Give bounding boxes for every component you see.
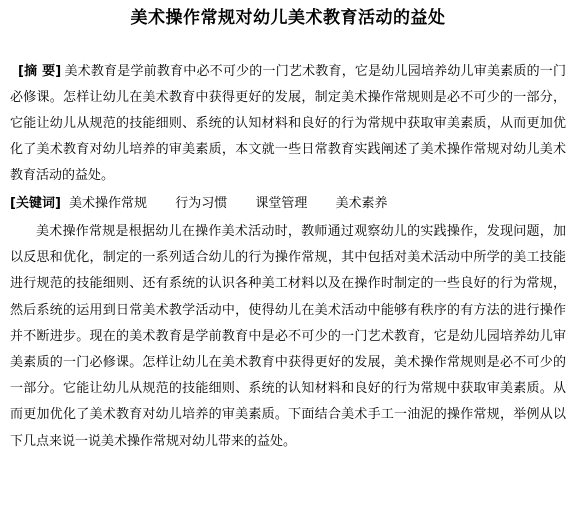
abstract-label: [摘 要] [18, 64, 62, 79]
abstract-section [10, 59, 566, 189]
document-title: 美术操作常规对幼儿美术教育活动的益处 [130, 8, 446, 28]
body-paragraph: 美术操作常规是根据幼儿在操作美术活动时，教师通过观察幼儿的实践操作，发现问题，加以反思和优化，制定的一系列适合幼儿的行为操作常规，其中包括对美术活动中所学的美工技能进行规范的技能细则、还有系统的认识各种美工材料以及在操作时制定的一些良好的行为常规，然后系统的运用到日常美术教学活动中，使得幼儿在美术活动中能够有秩序的有方法的进行操作并不断进步。现在的美术教育是学前教育中是必不可少的一门艺术教育，它是幼儿园培养幼儿审美素质的一门必修课。怎样让幼儿在美术教育中获得更好的发展，美术操作常规则是必不可少的一部分。它能让幼儿从规范的技能细则、系统的认知材料和良好的行为常规中获取审美素质。从而更加优化了美术教育对幼儿培养的审美素质。下面结合美术手工一油泥的操作常规，举例从以下几点来说一说美术操作常规对幼儿带来的益处。 [10, 224, 566, 449]
keyword-item: 美术素养 [335, 196, 388, 211]
keywords-label: [关键词] [10, 196, 61, 211]
keyword-item: 行为习惯 [175, 196, 228, 211]
keyword-item: 课堂管理 [255, 196, 308, 211]
keyword-item: 美术操作常规 [69, 196, 148, 211]
abstract-text: 美术教育是学前教育中必不可少的一门艺术教育，它是幼儿园培养幼儿审美素质的一门必修课。怎样让幼儿在美术教育中获得更好的发展，制定美术操作常规则是必不可少的一部分，它能让幼儿从规范的技能细则、系统的认知材料和良好的行为常规中获取审美素质，从而更加优化了美术教育对幼儿培养的审美素质，本文就一些日常教育实践阐述了美术操作常规对幼儿美术教育活动的益处。 [10, 64, 566, 183]
keywords-section [10, 192, 566, 216]
